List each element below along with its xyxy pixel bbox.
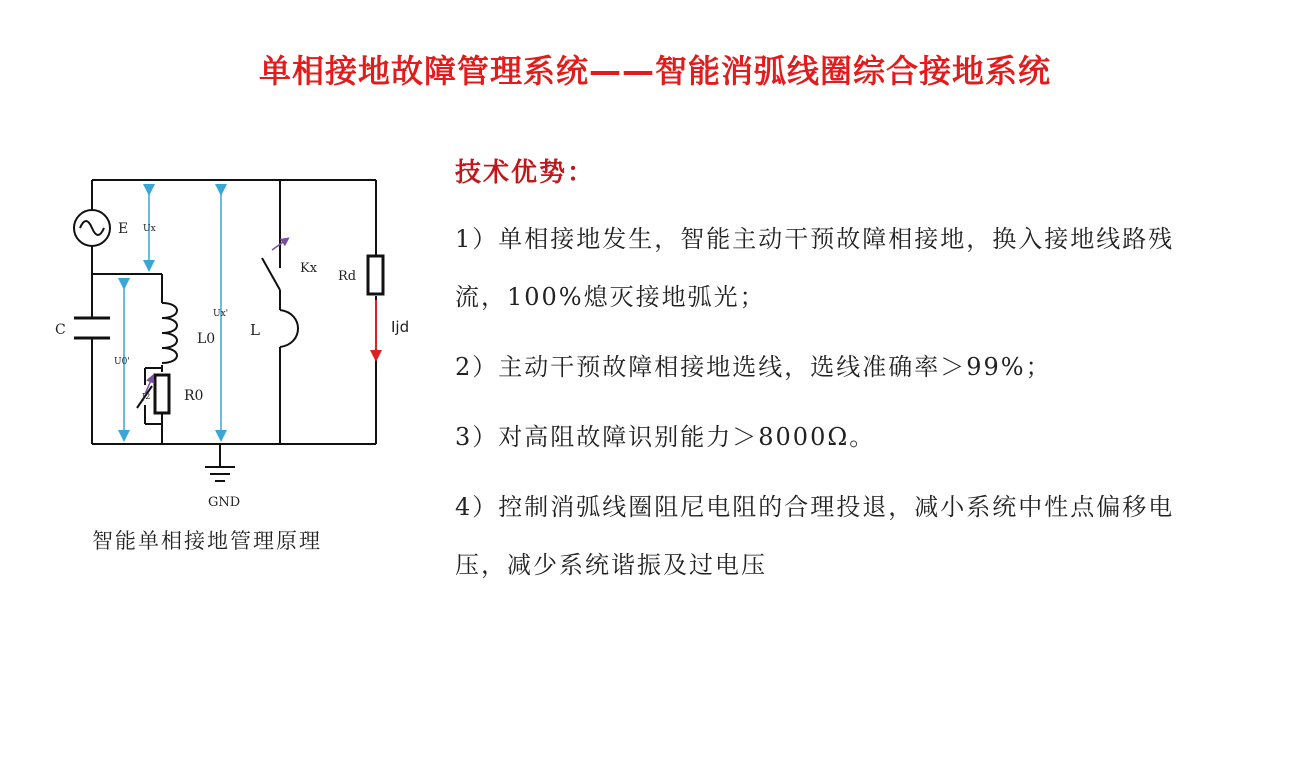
advantages-list — [455, 210, 1215, 606]
label-l: L — [250, 321, 260, 339]
resistor-r0-symbol — [155, 375, 169, 413]
diagram-caption: 智能单相接地管理原理 — [92, 529, 322, 553]
label-e: E — [118, 221, 129, 237]
label-l0: L0 — [197, 331, 216, 347]
capacitor-symbol — [74, 318, 110, 338]
inductor-l0-symbol — [162, 303, 177, 363]
switch-kx-symbol — [262, 258, 280, 290]
advantage-item: 3）对高阻故障识别能力＞8000Ω。 — [455, 423, 876, 451]
label-ux-prime: Ux' — [213, 309, 229, 319]
label-r0: R0 — [184, 388, 204, 404]
label-c: C — [55, 322, 66, 338]
label-ux: Ux — [143, 224, 156, 234]
label-ijd: Ijd — [391, 318, 410, 336]
label-j2: J2 — [142, 392, 151, 401]
page-title: 单相接地故障管理系统——智能消弧线圈综合接地系统 — [258, 52, 1051, 90]
label-u0: U0' — [114, 357, 130, 367]
inductor-l-symbol — [280, 310, 298, 347]
advantages-heading: 技术优势： — [455, 158, 596, 188]
advantage-item: 2）主动干预故障相接地选线，选线准确率＞99%； — [455, 353, 1052, 381]
label-kx: Kx — [300, 261, 318, 276]
label-rd: Rd — [338, 269, 357, 284]
label-gnd: GND — [208, 495, 241, 510]
circuit-wires — [92, 180, 376, 466]
resistor-rd-symbol — [368, 256, 383, 294]
advantage-item: 4）控制消弧线圈阻尼电阻的合理投退，减小系统中性点偏移电压，减少系统谐振及过电压 — [455, 493, 1175, 579]
ground-icon — [205, 467, 235, 481]
advantage-item: 1）单相接地发生，智能主动干预故障相接地，换入接地线路残流，100%熄灭接地弧光； — [455, 225, 1175, 311]
circuit-diagram — [40, 150, 410, 520]
